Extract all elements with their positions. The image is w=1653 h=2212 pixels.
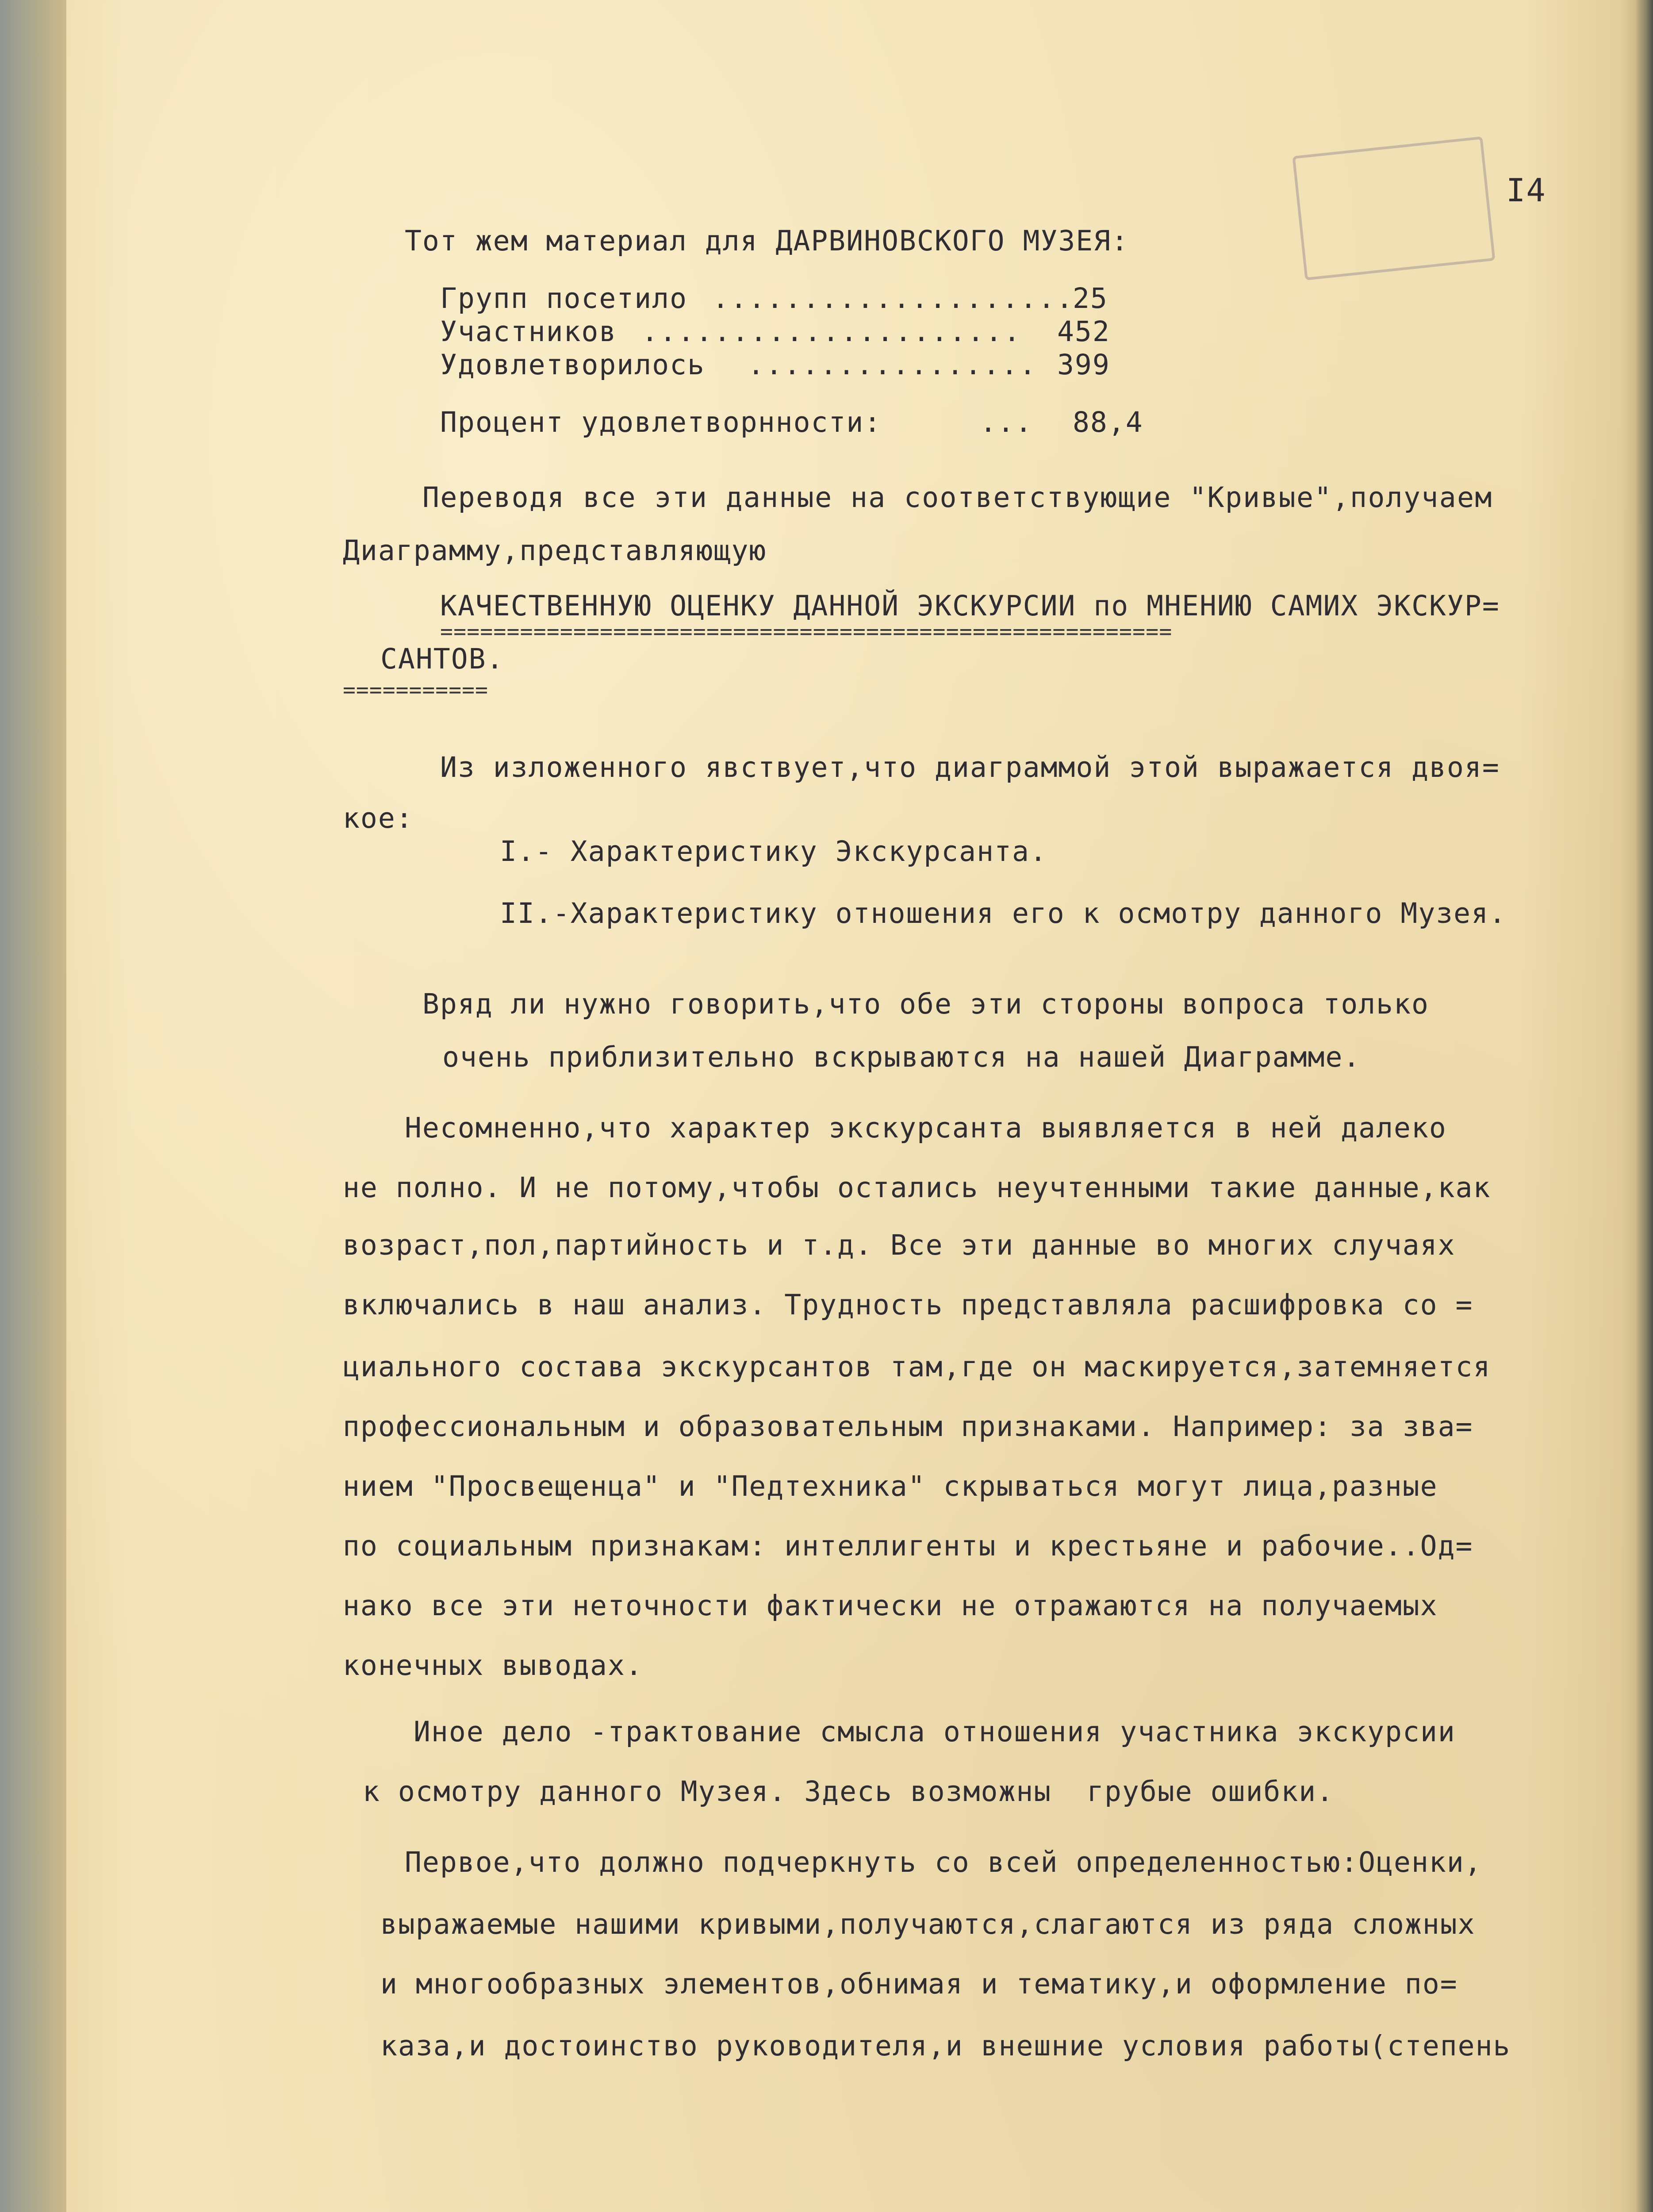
stat-dots-groups: [712, 283, 1073, 314]
body-line-22: каза,и достоинство руководителя,и внешние условия работы(степень: [380, 2030, 1511, 2062]
body-line-2: кое:: [343, 802, 414, 834]
body-line-8: не полно. И не потому,чтобы остались неучтенными такие данные,как: [343, 1171, 1491, 1204]
body-line-17: Иное дело -трактование смысла отношения участника экскурсии: [414, 1716, 1456, 1748]
body-line-18: к осмотру данного Музея. Здесь возможны грубые ошибки.: [363, 1775, 1335, 1808]
title-line: Тот жем материал для ДАРВИНОВСКОГО МУЗЕЯ:: [405, 225, 1129, 257]
archive-stamp: [1292, 136, 1495, 280]
body-line-15: нако все эти неточности фактически не отражаются на получаемых: [343, 1590, 1438, 1622]
scan-right-edge: [1635, 0, 1653, 2212]
stat-label-satisfied: Удовлетворилось: [440, 349, 705, 381]
body-line-20: выражаемые нашими кривыми,получаются,слагаются из ряда сложных: [380, 1908, 1476, 1940]
body-line-9: возраст,пол,партийность и т.д. Все эти данные во многих случаях: [343, 1229, 1456, 1261]
body-line-10: включались в наш анализ. Трудность представляла расшифровка со =: [343, 1289, 1473, 1321]
percent-value: 88,4: [1073, 406, 1143, 438]
heading-rule-2: ===========: [343, 678, 488, 703]
body-line-11: циального состава экскурсантов там,где он маскируется,затемняется: [343, 1351, 1491, 1383]
stat-value-groups: 25: [1073, 282, 1108, 315]
body-line-13: нием "Просвещенца" и "Педтехника" скрываться могут лица,разные: [343, 1470, 1438, 1502]
body-line-5: Вряд ли нужно говорить,что обе эти стороны вопроса только: [422, 988, 1447, 1020]
body-line-21: и многообразных элементов,обнимая и тематику,и оформление по=: [380, 1968, 1458, 2000]
heading-rule-1: =======================================================: [440, 619, 1173, 644]
intro-line-1: Переводя все эти данные на соответствующие "Кривые",получаем: [422, 481, 1493, 514]
stat-dots-participants: [641, 316, 1026, 347]
stat-value-participants: 452: [1057, 315, 1110, 348]
percent-dots: ...: [980, 406, 1033, 438]
heading-line-1: КАЧЕСТВЕННУЮ ОЦЕНКУ ДАННОЙ ЭКСКУРСИИ по МНЕНИЮ САМИХ ЭКСКУР=: [440, 590, 1500, 622]
body-line-7: Несомненно,что характер экскурсанта выявляется в ней далеко: [405, 1112, 1447, 1144]
body-line-1: Из изложенного явствует,что диаграммой этой выражается двоя=: [440, 751, 1500, 783]
body-line-6: очень приблизительно вскрываются на нашей Диаграмме.: [442, 1041, 1361, 1073]
stat-label-participants: Участников: [440, 315, 617, 348]
body-line-19: Первое,что должно подчеркнуть со всей определенностью:Оценки,: [405, 1846, 1482, 1878]
intro-line-2: Диаграмму,представляющую: [343, 534, 767, 567]
body-line-14: по социальным признакам: интеллигенты и крестьяне и рабочие..Од=: [343, 1530, 1473, 1562]
body-line-4: II.-Характеристику отношения его к осмотру данного Музея.: [500, 897, 1507, 929]
stat-dots-satisfied: [748, 349, 1035, 380]
body-line-16: конечных выводах.: [343, 1649, 643, 1682]
stat-label-groups: Групп посетило: [440, 282, 688, 315]
stat-value-satisfied: 399: [1057, 349, 1110, 381]
page-number: I4: [1506, 172, 1546, 209]
scan-left-edge: [0, 0, 66, 2212]
heading-line-2: САНТОВ.: [380, 643, 504, 675]
body-line-3: I.- Характеристику Экскурсанта.: [500, 835, 1047, 868]
body-line-12: профессиональным и образовательным признаками. Например: за зва=: [343, 1410, 1473, 1443]
percent-label: Процент удовлетворнности:: [440, 406, 882, 438]
